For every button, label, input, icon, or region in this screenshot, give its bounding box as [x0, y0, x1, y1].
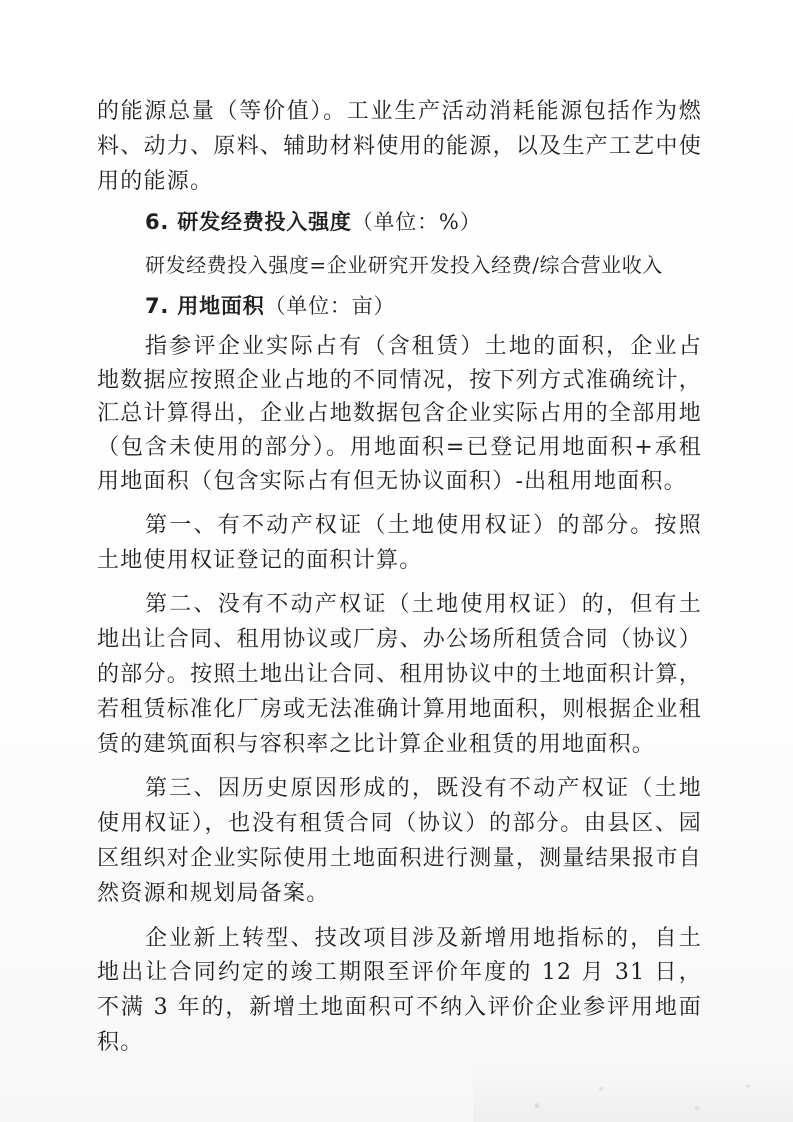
- document-body: [97, 95, 702, 1061]
- scan-noise-texture: [473, 1067, 793, 1122]
- paragraph-case-three: 第三、因历史原因形成的，既没有不动产权证（土地使用权证），也没有租赁合同（协议）的部分。由县区、园区组织对企业实际使用土地面积进行测量，测量结果报市自然资源和规划局备案。: [97, 776, 702, 906]
- heading-rd-investment-intensity: [97, 205, 702, 240]
- heading-unit: （单位：%）: [351, 210, 482, 235]
- paragraph-new-land-exclusion: 企业新上转型、技改项目涉及新增用地指标的，自土地出让合同约定的竣工期限至评价年度的 12 月 31 日，不满 3 年的，新增土地面积可不纳入评价企业参评用地面积。: [97, 925, 702, 1055]
- rd-intensity-formula: 研发经费投入强度=企业研究开发投入经费/综合营业收入: [145, 253, 663, 278]
- heading-land-area: [97, 289, 702, 324]
- paragraph-energy-definition: 的能源总量（等价值）。工业生产活动消耗能源包括作为燃料、动力、原料、辅助材料使用的能源，以及生产工艺中使用的能源。: [97, 99, 702, 194]
- paragraph-case-one: 第一、有不动产权证（土地使用权证）的部分。按照土地使用权证登记的面积计算。: [97, 512, 702, 573]
- paragraph-case-two: 第二、没有不动产权证（土地使用权证）的，但有土地出让合同、租用协议或厂房、办公场所租赁合同（协议）的部分。按照土地出让合同、租用协议中的土地面积计算，若租赁标准化厂房或无法准确计算用地面积，则根据企业租赁的建筑面积与容积率之比计算企业租赁的用地面积。: [97, 592, 702, 757]
- heading-title: 6. 研发经费投入强度: [145, 210, 352, 235]
- heading-unit: （单位：亩）: [264, 293, 396, 318]
- paragraph-land-area-definition: 指参评企业实际占有（含租赁）土地的面积，企业占地数据应按照企业占地的不同情况，按下列方式准确统计，汇总计算得出，企业占地数据包含企业实际占用的全部用地（包含未使用的部分）。用地面积=已登记用地面积+承租用地面积（包含实际占有但无协议面积）-出租用地面积。: [97, 333, 702, 494]
- heading-title: 7. 用地面积: [145, 293, 265, 318]
